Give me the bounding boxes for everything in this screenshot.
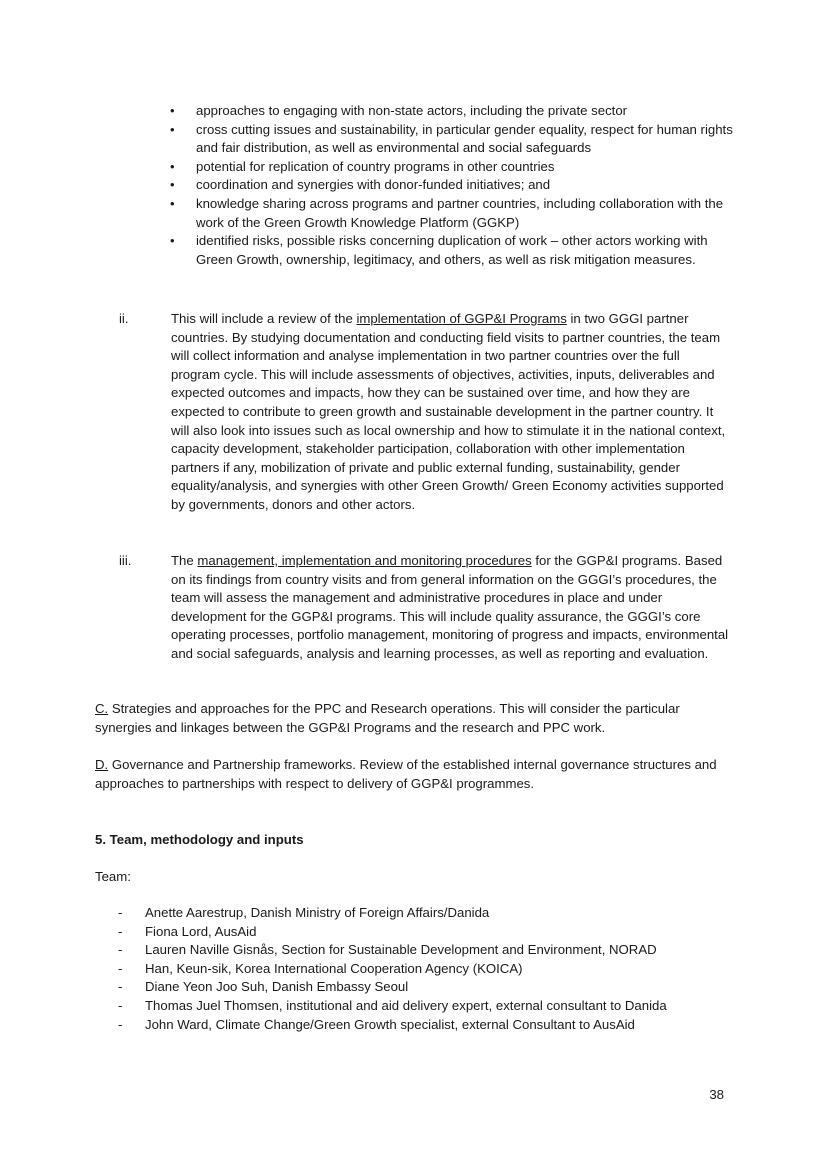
bullet-item: • coordination and synergies with donor-funded initiatives; and xyxy=(170,176,735,195)
team-member: - John Ward, Climate Change/Green Growth specialist, external Consultant to AusAid xyxy=(118,1016,738,1035)
item-ii-rest: in two GGGI partner countries. By studying documentation and conducting field visits to partner countries, the team will collect information and analyse implementation in two partner countries over the full program cycle. This will include assessments of objectives, activities, inputs, deliverables and expected outcomes and impacts, how they can be sustained over time, and how they are expected to contribute to green growth and sustainable development in the partner country. It will also look into issues such as local ownership and how to stimulate it in the national context, capacity development, stakeholder participation, collaboration with other implementation partners if any, mobilization of private and public external funding, sustainability, gender equality/analysis, and synergies with other Green Growth/ Green Economy activities supported by governments, donors and other actors. xyxy=(171,311,726,512)
bullet-item: • cross cutting issues and sustainability, in particular gender equality, respect for human rights and fair distribution, as well as environmental and social safeguards xyxy=(170,121,735,158)
team-member: - Thomas Juel Thomsen, institutional and aid delivery expert, external consultant to Danida xyxy=(118,997,738,1016)
section-c-text: Strategies and approaches for the PPC and Research operations. This will consider the particular synergies and linkages between the GGP&I Programs and the research and PPC work. xyxy=(95,701,680,735)
item-iii-underlined: management, implementation and monitoring procedures xyxy=(197,553,532,568)
page-number: 38 xyxy=(709,1087,724,1102)
item-ii-text xyxy=(171,310,729,515)
bullet-item: • approaches to engaging with non-state actors, including the private sector xyxy=(170,102,735,121)
team-member: - Fiona Lord, AusAid xyxy=(118,923,738,942)
item-iii-rest: for the GGP&I programs. Based on its findings from country visits and from general information on the GGGI’s procedures, the team will assess the management and administrative procedures in place and under development for the GGP&I programs. This will include quality assurance, the GGGI’s core operating processes, portfolio management, monitoring of progress and impacts, environmental and social safeguards, analysis and learning processes, as well as reporting and evaluation. xyxy=(171,553,729,661)
team-member: - Han, Keun-sik, Korea International Cooperation Agency (KOICA) xyxy=(118,960,738,979)
section-d-text: Governance and Partnership frameworks. Review of the established internal governance structures and approaches to partnerships with respect to delivery of GGP&I programmes. xyxy=(95,757,717,791)
item-ii-lead: This will include a review of the xyxy=(171,311,357,326)
bullet-item: • knowledge sharing across programs and partner countries, including collaboration with the work of the Green Growth Knowledge Platform (GGKP) xyxy=(170,195,735,232)
item-ii-numeral: ii. xyxy=(119,311,129,326)
team-member: - Diane Yeon Joo Suh, Danish Embassy Seoul xyxy=(118,978,738,997)
team-list xyxy=(118,904,738,1034)
section-heading: 5. Team, methodology and inputs xyxy=(95,832,304,847)
team-member: - Lauren Naville Gisnås, Section for Sustainable Development and Environment, NORAD xyxy=(118,941,738,960)
team-member: - Anette Aarestrup, Danish Ministry of Foreign Affairs/Danida xyxy=(118,904,738,923)
item-iii-text xyxy=(171,552,729,664)
team-label: Team: xyxy=(95,869,131,884)
item-ii-underlined: implementation of GGP&I Programs xyxy=(356,311,567,326)
item-ii xyxy=(119,310,729,515)
item-iii xyxy=(119,552,729,664)
item-iii-lead: The xyxy=(171,553,198,568)
criteria-bullet-list xyxy=(170,102,735,269)
section-d xyxy=(95,756,735,793)
section-d-letter: D. xyxy=(95,757,109,772)
section-c xyxy=(95,700,735,737)
bullet-item: • identified risks, possible risks concerning duplication of work – other actors working with Green Growth, ownership, legitimacy, and others, as well as risk mitigation measures. xyxy=(170,232,735,269)
section-c-letter: C. xyxy=(95,701,109,716)
bullet-item: • potential for replication of country programs in other countries xyxy=(170,158,735,177)
item-iii-numeral: iii. xyxy=(119,553,132,568)
